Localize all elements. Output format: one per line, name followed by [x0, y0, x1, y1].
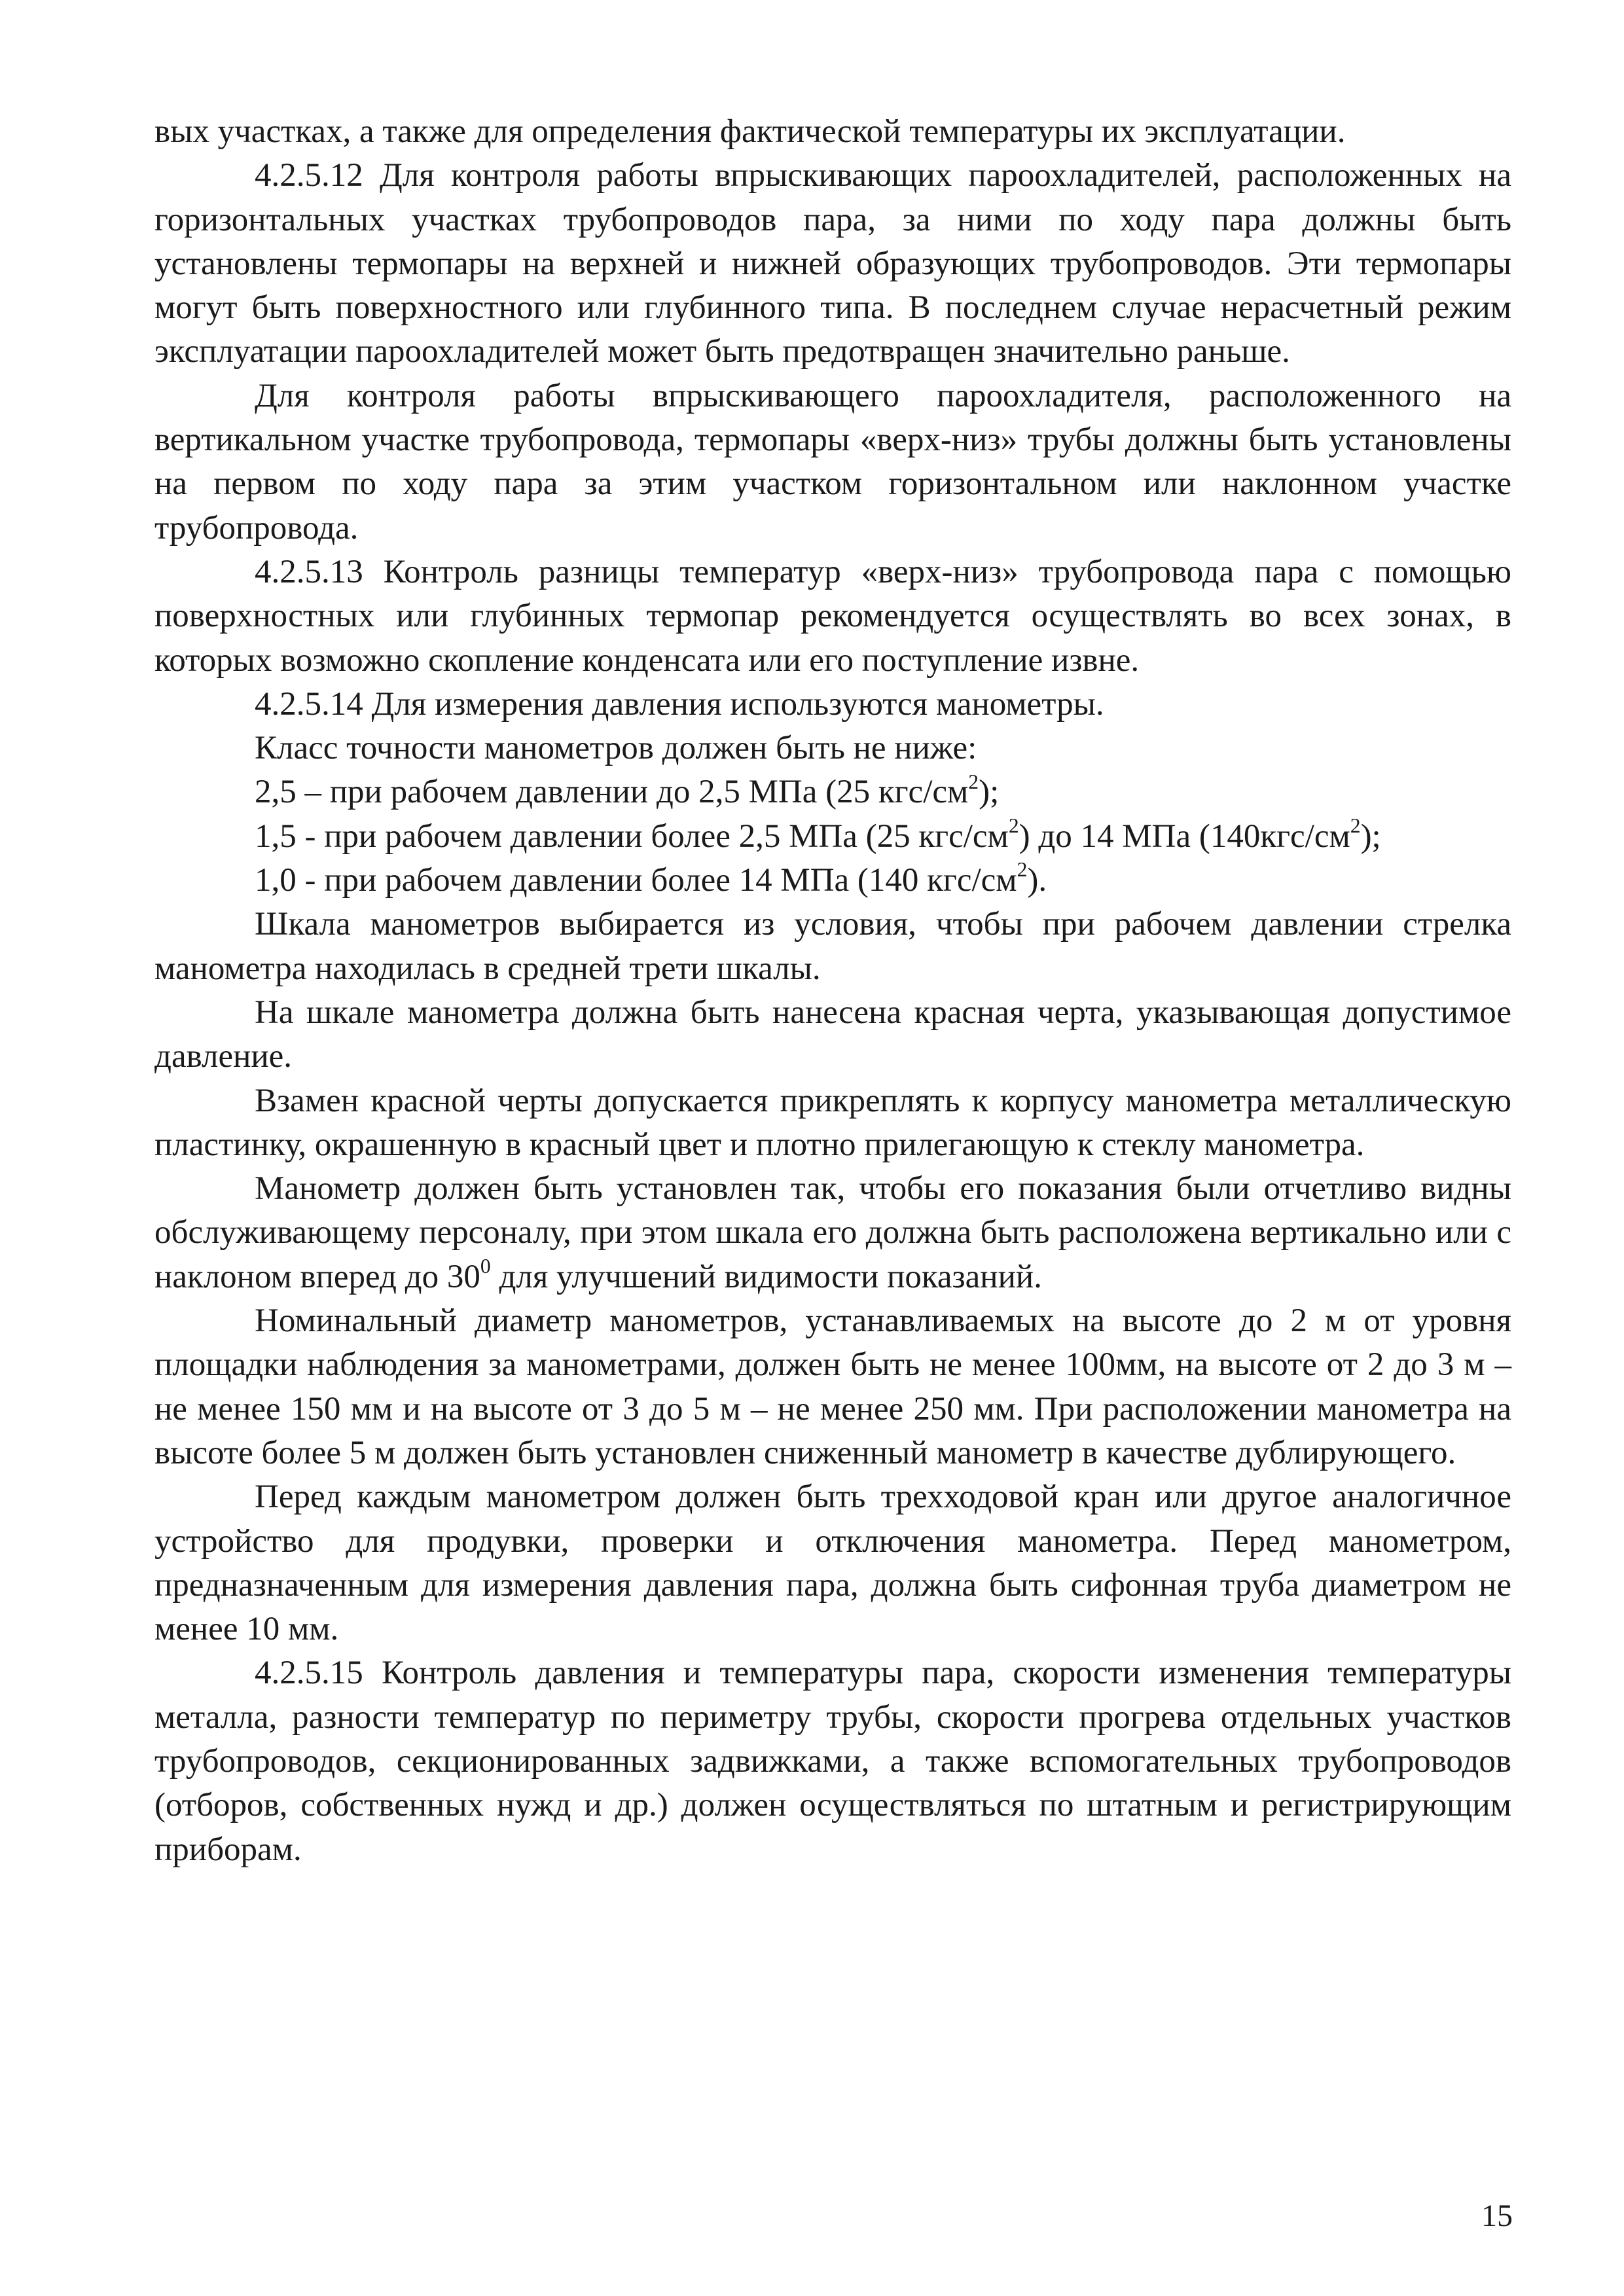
- paragraph: На шкале манометра должна быть нанесена красная черта, указывающая допустимое давление.: [154, 994, 1511, 1075]
- document-body: [154, 110, 1511, 1872]
- paragraph: 4.2.5.13 Контроль разницы температур «верх-низ» трубопровода пара с помощью поверхностных или глубинных термопар рекомендуется осуществлять во всех зонах, в которых возможно скопление конденсата или его поступление извне.: [154, 553, 1511, 679]
- paragraph: Класс точности манометров должен быть не ниже:: [255, 730, 977, 767]
- paragraph: 4.2.5.15 Контроль давления и температуры пара, скорости изменения температуры металла, разности температур по периметру трубы, скорости прогрева отдельных участков трубопроводов, секционированных задвижками, а также вспомогательных трубопроводов (отборов, собственных нужд и др.) должен осуществляться по штатным и регистрирующим приборам.: [154, 1655, 1511, 1868]
- paragraph: вых участках, а также для определения фактической температуры их эксплуатации.: [154, 113, 1346, 150]
- paragraph: 2,5 – при рабочем давлении до 2,5 МПа (25 кгс/$см^2$);: [255, 770, 1000, 811]
- paragraph: Шкала манометров выбирается из условия, чтобы при рабочем давлении стрелка манометра находилась в средней трети шкалы.: [154, 906, 1511, 987]
- paragraph: Для контроля работы впрыскивающего пароохладителя, расположенного на вертикальном участке трубопровода, термопары «верх-низ» трубы должны быть установлены на первом по ходу пара за этим участком горизонтальном или наклонном участке трубопровода.: [154, 377, 1511, 547]
- paragraph: 1,0 - при рабочем давлении более 14 МПа (140 кгс/$см^2$).: [255, 858, 1047, 899]
- paragraph: 4.2.5.14 Для измерения давления используются манометры.: [255, 685, 1104, 723]
- paragraph: Номинальный диаметр манометров, устанавливаемых на высоте до 2 м от уровня площадки наблюдения за манометрами, должен быть не менее 100мм, на высоте от 2 до 3 м – не менее 150 мм и на высоте от 3 до 5 м – не менее 250 мм. При расположении манометра на высоте более 5 м должен быть установлен сниженный манометр в качестве дублирующего.: [154, 1302, 1511, 1471]
- paragraph: Перед каждым манометром должен быть трехходовой кран или другое аналогичное устройство для продувки, проверки и отключения манометра. Перед манометром, предназначенным для измерения давления пара, должна быть сифонная труба диаметром не менее 10 мм.: [154, 1479, 1511, 1648]
- paragraph: Взамен красной черты допускается прикреплять к корпусу манометра металлическую пластинку, окрашенную в красный цвет и плотно прилегающую к стеклу манометра.: [154, 1082, 1511, 1163]
- page-number: 15: [1481, 2198, 1513, 2233]
- paragraph: 1,5 - при рабочем давлении более 2,5 МПа (25 кгс/$см^2$) до 14 МПа $(140кгс/см^2)$;: [255, 814, 1381, 855]
- paragraph: 4.2.5.12 Для контроля работы впрыскивающих пароохладителей, расположенных на горизонтальных участках трубопроводов пара, за ними по ходу пара должны быть установлены термопары на верхней и нижней образующих трубопроводов. Эти термопары могут быть поверхностного или глубинного типа. В последнем случае нерасчетный режим эксплуатации пароохладителей может быть предотвращен значительно раньше.: [154, 157, 1511, 370]
- paragraph: Манометр должен быть установлен так, чтобы его показания были отчетливо видны обслуживающему персоналу, при этом шкала его должна быть расположена вертикально или с наклоном вперед до $30^0$ для улучшений видимости показаний.: [154, 1170, 1511, 1295]
